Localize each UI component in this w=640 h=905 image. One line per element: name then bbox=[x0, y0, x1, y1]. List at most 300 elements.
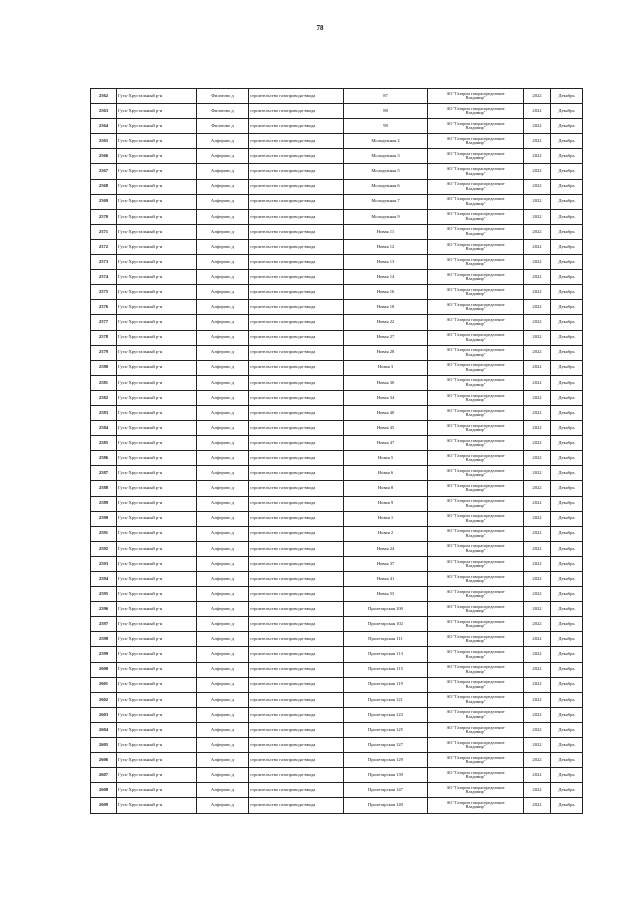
row-number: 2564 bbox=[91, 119, 117, 134]
village-cell: Алферово д bbox=[197, 209, 249, 224]
organization-line-1: АО "Газпром газораспределение bbox=[446, 467, 505, 473]
organization-line-1: АО "Газпром газораспределение bbox=[446, 558, 505, 564]
year-cell: 2022 bbox=[524, 134, 551, 149]
work-type-cell: строительство газопровода-ввода bbox=[249, 285, 344, 300]
row-number: 2565 bbox=[91, 134, 117, 149]
table-row bbox=[91, 587, 583, 602]
organization-line-1: АО "Газпром газораспределение bbox=[446, 422, 505, 428]
village-cell: Алферово д bbox=[197, 375, 249, 390]
district-cell: Гусь-Хрустальный р-н bbox=[117, 617, 197, 632]
district-cell: Гусь-Хрустальный р-н bbox=[117, 602, 197, 617]
work-type-cell: строительство газопровода-ввода bbox=[249, 556, 344, 571]
organization-line-1: АО "Газпром газораспределение bbox=[446, 543, 505, 549]
district-cell: Гусь-Хрустальный р-н bbox=[117, 104, 197, 119]
month-cell: Декабрь bbox=[551, 255, 583, 270]
month-cell: Декабрь bbox=[551, 119, 583, 134]
district-cell: Гусь-Хрустальный р-н bbox=[117, 677, 197, 692]
work-type-cell: строительство газопровода-ввода bbox=[249, 209, 344, 224]
organization-line-2: Владимир" bbox=[465, 291, 486, 297]
organization-line-1: АО "Газпром газораспределение bbox=[446, 664, 505, 670]
organization-line-1: АО "Газпром газораспределение bbox=[446, 301, 505, 307]
address-cell: Молодежная 2 bbox=[344, 134, 428, 149]
organization-line-1: АО "Газпром газораспределение bbox=[446, 452, 505, 458]
table-row bbox=[91, 134, 583, 149]
district-cell: Гусь-Хрустальный р-н bbox=[117, 481, 197, 496]
village-cell: Алферово д bbox=[197, 692, 249, 707]
village-cell: Алферово д bbox=[197, 541, 249, 556]
month-cell: Декабрь bbox=[551, 632, 583, 647]
address-cell: Пролетарская 149 bbox=[344, 798, 428, 813]
organization-line-1: АО "Газпром газораспределение bbox=[446, 528, 505, 534]
year-cell: 2022 bbox=[524, 662, 551, 677]
month-cell: Декабрь bbox=[551, 707, 583, 722]
row-number: 2601 bbox=[91, 677, 117, 692]
work-type-cell: строительство газопровода-ввода bbox=[249, 587, 344, 602]
village-cell: Алферово д bbox=[197, 330, 249, 345]
work-type-cell: строительство газопровода-ввода bbox=[249, 707, 344, 722]
organization-cell bbox=[428, 572, 524, 587]
work-type-cell: строительство газопровода-ввода bbox=[249, 768, 344, 783]
district-cell: Гусь-Хрустальный р-н bbox=[117, 526, 197, 541]
year-cell: 2022 bbox=[524, 330, 551, 345]
table-body bbox=[91, 89, 583, 814]
organization-line-2: Владимир" bbox=[465, 321, 486, 327]
year-cell: 2022 bbox=[524, 541, 551, 556]
organization-line-1: АО "Газпром газораспределение bbox=[446, 347, 505, 353]
organization-line-1: АО "Газпром газораспределение bbox=[446, 709, 505, 715]
village-cell: Алферово д bbox=[197, 496, 249, 511]
organization-cell bbox=[428, 315, 524, 330]
organization-cell bbox=[428, 209, 524, 224]
organization-cell bbox=[428, 134, 524, 149]
address-cell: Пролетарская 147 bbox=[344, 783, 428, 798]
organization-line-2: Владимир" bbox=[465, 698, 486, 704]
organization-cell bbox=[428, 738, 524, 753]
year-cell: 2022 bbox=[524, 572, 551, 587]
organization-cell bbox=[428, 405, 524, 420]
table-row bbox=[91, 798, 583, 813]
year-cell: 2022 bbox=[524, 511, 551, 526]
village-cell: Алферово д bbox=[197, 390, 249, 405]
year-cell: 2022 bbox=[524, 421, 551, 436]
table-row bbox=[91, 466, 583, 481]
address-cell: Новая 3 bbox=[344, 360, 428, 375]
organization-cell bbox=[428, 768, 524, 783]
district-cell: Гусь-Хрустальный р-н bbox=[117, 798, 197, 813]
village-cell: Алферово д bbox=[197, 617, 249, 632]
table-row bbox=[91, 104, 583, 119]
district-cell: Гусь-Хрустальный р-н bbox=[117, 496, 197, 511]
table-row bbox=[91, 602, 583, 617]
organization-line-1: АО "Газпром газораспределение bbox=[446, 513, 505, 519]
organization-cell bbox=[428, 783, 524, 798]
village-cell: Филатово д bbox=[197, 119, 249, 134]
year-cell: 2022 bbox=[524, 270, 551, 285]
village-cell: Алферово д bbox=[197, 134, 249, 149]
district-cell: Гусь-Хрустальный р-н bbox=[117, 209, 197, 224]
organization-line-2: Владимир" bbox=[465, 517, 486, 523]
month-cell: Декабрь bbox=[551, 224, 583, 239]
organization-line-2: Владимир" bbox=[465, 608, 486, 614]
address-cell: Пролетарская 125 bbox=[344, 722, 428, 737]
village-cell: Алферово д bbox=[197, 164, 249, 179]
year-cell: 2022 bbox=[524, 315, 551, 330]
row-number: 2592 bbox=[91, 541, 117, 556]
table-row bbox=[91, 692, 583, 707]
organization-line-1: АО "Газпром газораспределение bbox=[446, 769, 505, 775]
organization-line-2: Владимир" bbox=[465, 396, 486, 402]
organization-line-1: АО "Газпром газораспределение bbox=[446, 211, 505, 217]
row-number: 2571 bbox=[91, 224, 117, 239]
row-number: 2574 bbox=[91, 270, 117, 285]
district-cell: Гусь-Хрустальный р-н bbox=[117, 390, 197, 405]
work-type-cell: строительство газопровода-ввода bbox=[249, 330, 344, 345]
year-cell: 2022 bbox=[524, 677, 551, 692]
table-row bbox=[91, 496, 583, 511]
work-type-cell: строительство газопровода-ввода bbox=[249, 798, 344, 813]
row-number: 2577 bbox=[91, 315, 117, 330]
organization-cell bbox=[428, 692, 524, 707]
district-cell: Гусь-Хрустальный р-н bbox=[117, 239, 197, 254]
district-cell: Гусь-Хрустальный р-н bbox=[117, 255, 197, 270]
month-cell: Декабрь bbox=[551, 511, 583, 526]
address-cell: Новая 45 bbox=[344, 421, 428, 436]
address-cell: Молодежная 6 bbox=[344, 179, 428, 194]
year-cell: 2022 bbox=[524, 375, 551, 390]
district-cell: Гусь-Хрустальный р-н bbox=[117, 360, 197, 375]
district-cell: Гусь-Хрустальный р-н bbox=[117, 436, 197, 451]
organization-cell bbox=[428, 556, 524, 571]
organization-line-2: Владимир" bbox=[465, 366, 486, 372]
address-cell: Молодежная 5 bbox=[344, 164, 428, 179]
address-cell: Новая 11 bbox=[344, 224, 428, 239]
month-cell: Декабрь bbox=[551, 300, 583, 315]
organization-line-2: Владимир" bbox=[465, 245, 486, 251]
district-cell: Гусь-Хрустальный р-н bbox=[117, 134, 197, 149]
year-cell: 2022 bbox=[524, 194, 551, 209]
address-cell: Пролетарская 119 bbox=[344, 677, 428, 692]
table-row bbox=[91, 677, 583, 692]
organization-line-2: Владимир" bbox=[465, 381, 486, 387]
table-row bbox=[91, 753, 583, 768]
address-cell: Новая 1 bbox=[344, 511, 428, 526]
village-cell: Алферово д bbox=[197, 360, 249, 375]
row-number: 2600 bbox=[91, 662, 117, 677]
organization-cell bbox=[428, 164, 524, 179]
row-number: 2566 bbox=[91, 149, 117, 164]
organization-line-2: Владимир" bbox=[465, 155, 486, 161]
organization-line-1: АО "Газпром газораспределение bbox=[446, 739, 505, 745]
district-cell: Гусь-Хрустальный р-н bbox=[117, 662, 197, 677]
address-cell: Молодежная 3 bbox=[344, 149, 428, 164]
table-row bbox=[91, 436, 583, 451]
month-cell: Декабрь bbox=[551, 375, 583, 390]
row-number: 2575 bbox=[91, 285, 117, 300]
district-cell: Гусь-Хрустальный р-н bbox=[117, 330, 197, 345]
organization-cell bbox=[428, 677, 524, 692]
village-cell: Алферово д bbox=[197, 300, 249, 315]
row-number: 2589 bbox=[91, 496, 117, 511]
organization-line-1: АО "Газпром газораспределение bbox=[446, 286, 505, 292]
organization-line-1: АО "Газпром газораспределение bbox=[446, 784, 505, 790]
organization-cell bbox=[428, 587, 524, 602]
organization-cell bbox=[428, 722, 524, 737]
address-cell: Пролетарская 115 bbox=[344, 662, 428, 677]
district-cell: Гусь-Хрустальный р-н bbox=[117, 375, 197, 390]
organization-line-2: Владимир" bbox=[465, 623, 486, 629]
organization-line-2: Владимир" bbox=[465, 638, 486, 644]
year-cell: 2022 bbox=[524, 224, 551, 239]
village-cell: Алферово д bbox=[197, 722, 249, 737]
row-number: 2573 bbox=[91, 255, 117, 270]
year-cell: 2022 bbox=[524, 496, 551, 511]
address-cell: Пролетарская 113 bbox=[344, 647, 428, 662]
organization-cell bbox=[428, 224, 524, 239]
work-type-cell: строительство газопровода-ввода bbox=[249, 134, 344, 149]
organization-cell bbox=[428, 632, 524, 647]
address-cell: 98 bbox=[344, 119, 428, 134]
month-cell: Декабрь bbox=[551, 662, 583, 677]
month-cell: Декабрь bbox=[551, 496, 583, 511]
work-type-cell: строительство газопровода-ввода bbox=[249, 632, 344, 647]
year-cell: 2022 bbox=[524, 179, 551, 194]
work-type-cell: строительство газопровода-ввода bbox=[249, 662, 344, 677]
table-row bbox=[91, 330, 583, 345]
table-row bbox=[91, 768, 583, 783]
district-cell: Гусь-Хрустальный р-н bbox=[117, 556, 197, 571]
work-type-cell: строительство газопровода-ввода bbox=[249, 511, 344, 526]
work-type-cell: строительство газопровода-ввода bbox=[249, 89, 344, 104]
district-cell: Гусь-Хрустальный р-н bbox=[117, 572, 197, 587]
organization-line-2: Владимир" bbox=[465, 215, 486, 221]
district-cell: Гусь-Хрустальный р-н bbox=[117, 722, 197, 737]
table-row bbox=[91, 179, 583, 194]
district-cell: Гусь-Хрустальный р-н bbox=[117, 707, 197, 722]
organization-line-1: АО "Газпром газораспределение bbox=[446, 437, 505, 443]
district-cell: Гусь-Хрустальный р-н bbox=[117, 421, 197, 436]
organization-line-1: АО "Газпром газораспределение bbox=[446, 181, 505, 187]
district-cell: Гусь-Хрустальный р-н bbox=[117, 738, 197, 753]
organization-line-2: Владимир" bbox=[465, 487, 486, 493]
month-cell: Декабрь bbox=[551, 270, 583, 285]
year-cell: 2022 bbox=[524, 164, 551, 179]
village-cell: Алферово д bbox=[197, 285, 249, 300]
table-row bbox=[91, 315, 583, 330]
row-number: 2608 bbox=[91, 783, 117, 798]
month-cell: Декабрь bbox=[551, 89, 583, 104]
organization-cell bbox=[428, 798, 524, 813]
organization-line-1: АО "Газпром газораспределение bbox=[446, 271, 505, 277]
row-number: 2580 bbox=[91, 360, 117, 375]
village-cell: Алферово д bbox=[197, 632, 249, 647]
village-cell: Алферово д bbox=[197, 677, 249, 692]
organization-line-1: АО "Газпром газораспределение bbox=[446, 603, 505, 609]
work-type-cell: строительство газопровода-ввода bbox=[249, 360, 344, 375]
village-cell: Алферово д bbox=[197, 602, 249, 617]
organization-line-1: АО "Газпром газораспределение bbox=[446, 120, 505, 126]
organization-cell bbox=[428, 753, 524, 768]
organization-cell bbox=[428, 104, 524, 119]
table-row bbox=[91, 390, 583, 405]
address-cell: Новая 34 bbox=[344, 390, 428, 405]
district-cell: Гусь-Хрустальный р-н bbox=[117, 692, 197, 707]
work-type-cell: строительство газопровода-ввода bbox=[249, 647, 344, 662]
table-row bbox=[91, 89, 583, 104]
table-row bbox=[91, 224, 583, 239]
row-number: 2597 bbox=[91, 617, 117, 632]
row-number: 2591 bbox=[91, 526, 117, 541]
row-number: 2585 bbox=[91, 436, 117, 451]
village-cell: Алферово д bbox=[197, 466, 249, 481]
work-type-cell: строительство газопровода-ввода bbox=[249, 104, 344, 119]
row-number: 2598 bbox=[91, 632, 117, 647]
row-number: 2578 bbox=[91, 330, 117, 345]
district-cell: Гусь-Хрустальный р-н bbox=[117, 89, 197, 104]
address-cell: Молодежная 9 bbox=[344, 209, 428, 224]
year-cell: 2022 bbox=[524, 300, 551, 315]
year-cell: 2022 bbox=[524, 451, 551, 466]
village-cell: Алферово д bbox=[197, 224, 249, 239]
table-row bbox=[91, 647, 583, 662]
work-type-cell: строительство газопровода-ввода bbox=[249, 421, 344, 436]
month-cell: Декабрь bbox=[551, 194, 583, 209]
month-cell: Декабрь bbox=[551, 164, 583, 179]
row-number: 2604 bbox=[91, 722, 117, 737]
organization-line-2: Владимир" bbox=[465, 789, 486, 795]
address-cell: Новая 14 bbox=[344, 270, 428, 285]
organization-line-2: Владимир" bbox=[465, 200, 486, 206]
work-type-cell: строительство газопровода-ввода bbox=[249, 179, 344, 194]
organization-line-2: Владимир" bbox=[465, 744, 486, 750]
address-cell: Новая 2 bbox=[344, 526, 428, 541]
organization-cell bbox=[428, 300, 524, 315]
table-row bbox=[91, 270, 583, 285]
row-number: 2584 bbox=[91, 421, 117, 436]
work-type-cell: строительство газопровода-ввода bbox=[249, 224, 344, 239]
village-cell: Алферово д bbox=[197, 481, 249, 496]
village-cell: Алферово д bbox=[197, 556, 249, 571]
table-row bbox=[91, 194, 583, 209]
address-cell: 88 bbox=[344, 104, 428, 119]
organization-line-1: АО "Газпром газораспределение bbox=[446, 362, 505, 368]
work-type-cell: строительство газопровода-ввода bbox=[249, 526, 344, 541]
work-type-cell: строительство газопровода-ввода bbox=[249, 692, 344, 707]
gasification-table bbox=[90, 88, 583, 814]
organization-cell bbox=[428, 149, 524, 164]
address-cell: Пролетарская 100 bbox=[344, 602, 428, 617]
organization-cell bbox=[428, 330, 524, 345]
work-type-cell: строительство газопровода-ввода bbox=[249, 572, 344, 587]
organization-cell bbox=[428, 119, 524, 134]
work-type-cell: строительство газопровода-ввода bbox=[249, 300, 344, 315]
district-cell: Гусь-Хрустальный р-н bbox=[117, 285, 197, 300]
row-number: 2605 bbox=[91, 738, 117, 753]
address-cell: Пролетарская 129 bbox=[344, 753, 428, 768]
row-number: 2588 bbox=[91, 481, 117, 496]
table-row bbox=[91, 541, 583, 556]
organization-cell bbox=[428, 541, 524, 556]
address-cell: Новая 16 bbox=[344, 285, 428, 300]
month-cell: Декабрь bbox=[551, 360, 583, 375]
row-number: 2570 bbox=[91, 209, 117, 224]
organization-cell bbox=[428, 270, 524, 285]
organization-cell bbox=[428, 707, 524, 722]
organization-cell bbox=[428, 194, 524, 209]
village-cell: Алферово д bbox=[197, 768, 249, 783]
table-row bbox=[91, 255, 583, 270]
table-row bbox=[91, 149, 583, 164]
work-type-cell: строительство газопровода-ввода bbox=[249, 194, 344, 209]
organization-cell bbox=[428, 647, 524, 662]
month-cell: Декабрь bbox=[551, 330, 583, 345]
district-cell: Гусь-Хрустальный р-н bbox=[117, 224, 197, 239]
work-type-cell: строительство газопровода-ввода bbox=[249, 738, 344, 753]
row-number: 2590 bbox=[91, 511, 117, 526]
village-cell: Алферово д bbox=[197, 345, 249, 360]
village-cell: Алферово д bbox=[197, 436, 249, 451]
row-number: 2563 bbox=[91, 104, 117, 119]
organization-line-1: АО "Газпром газораспределение bbox=[446, 634, 505, 640]
address-cell: Новая 41 bbox=[344, 572, 428, 587]
organization-line-2: Владимир" bbox=[465, 351, 486, 357]
district-cell: Гусь-Хрустальный р-н bbox=[117, 541, 197, 556]
table-row bbox=[91, 556, 583, 571]
month-cell: Декабрь bbox=[551, 602, 583, 617]
organization-line-1: АО "Газпром газораспределение bbox=[446, 618, 505, 624]
row-number: 2582 bbox=[91, 390, 117, 405]
organization-cell bbox=[428, 436, 524, 451]
village-cell: Алферово д bbox=[197, 572, 249, 587]
address-cell: Новая 9 bbox=[344, 496, 428, 511]
work-type-cell: строительство газопровода-ввода bbox=[249, 255, 344, 270]
table-row bbox=[91, 632, 583, 647]
organization-line-1: АО "Газпром газораспределение bbox=[446, 256, 505, 262]
month-cell: Декабрь bbox=[551, 134, 583, 149]
table-row bbox=[91, 662, 583, 677]
organization-line-2: Владимир" bbox=[465, 427, 486, 433]
month-cell: Декабрь bbox=[551, 179, 583, 194]
organization-line-1: АО "Газпром газораспределение bbox=[446, 105, 505, 111]
district-cell: Гусь-Хрустальный р-н bbox=[117, 783, 197, 798]
year-cell: 2022 bbox=[524, 783, 551, 798]
row-number: 2606 bbox=[91, 753, 117, 768]
organization-cell bbox=[428, 526, 524, 541]
organization-line-2: Владимир" bbox=[465, 185, 486, 191]
year-cell: 2022 bbox=[524, 722, 551, 737]
year-cell: 2022 bbox=[524, 707, 551, 722]
table-row bbox=[91, 405, 583, 420]
organization-cell bbox=[428, 360, 524, 375]
table-row bbox=[91, 572, 583, 587]
table-row bbox=[91, 239, 583, 254]
organization-line-2: Владимир" bbox=[465, 306, 486, 312]
address-cell: Новая 30 bbox=[344, 375, 428, 390]
year-cell: 2022 bbox=[524, 481, 551, 496]
month-cell: Декабрь bbox=[551, 783, 583, 798]
year-cell: 2022 bbox=[524, 768, 551, 783]
address-cell: Пролетарская 111 bbox=[344, 632, 428, 647]
work-type-cell: строительство газопровода-ввода bbox=[249, 481, 344, 496]
address-cell: Новая 6 bbox=[344, 466, 428, 481]
district-cell: Гусь-Хрустальный р-н bbox=[117, 179, 197, 194]
address-cell: Пролетарская 121 bbox=[344, 692, 428, 707]
village-cell: Алферово д bbox=[197, 511, 249, 526]
organization-line-1: АО "Газпром газораспределение bbox=[446, 166, 505, 172]
month-cell: Декабрь bbox=[551, 285, 583, 300]
organization-line-2: Владимир" bbox=[465, 804, 486, 810]
table-row bbox=[91, 481, 583, 496]
year-cell: 2022 bbox=[524, 405, 551, 420]
